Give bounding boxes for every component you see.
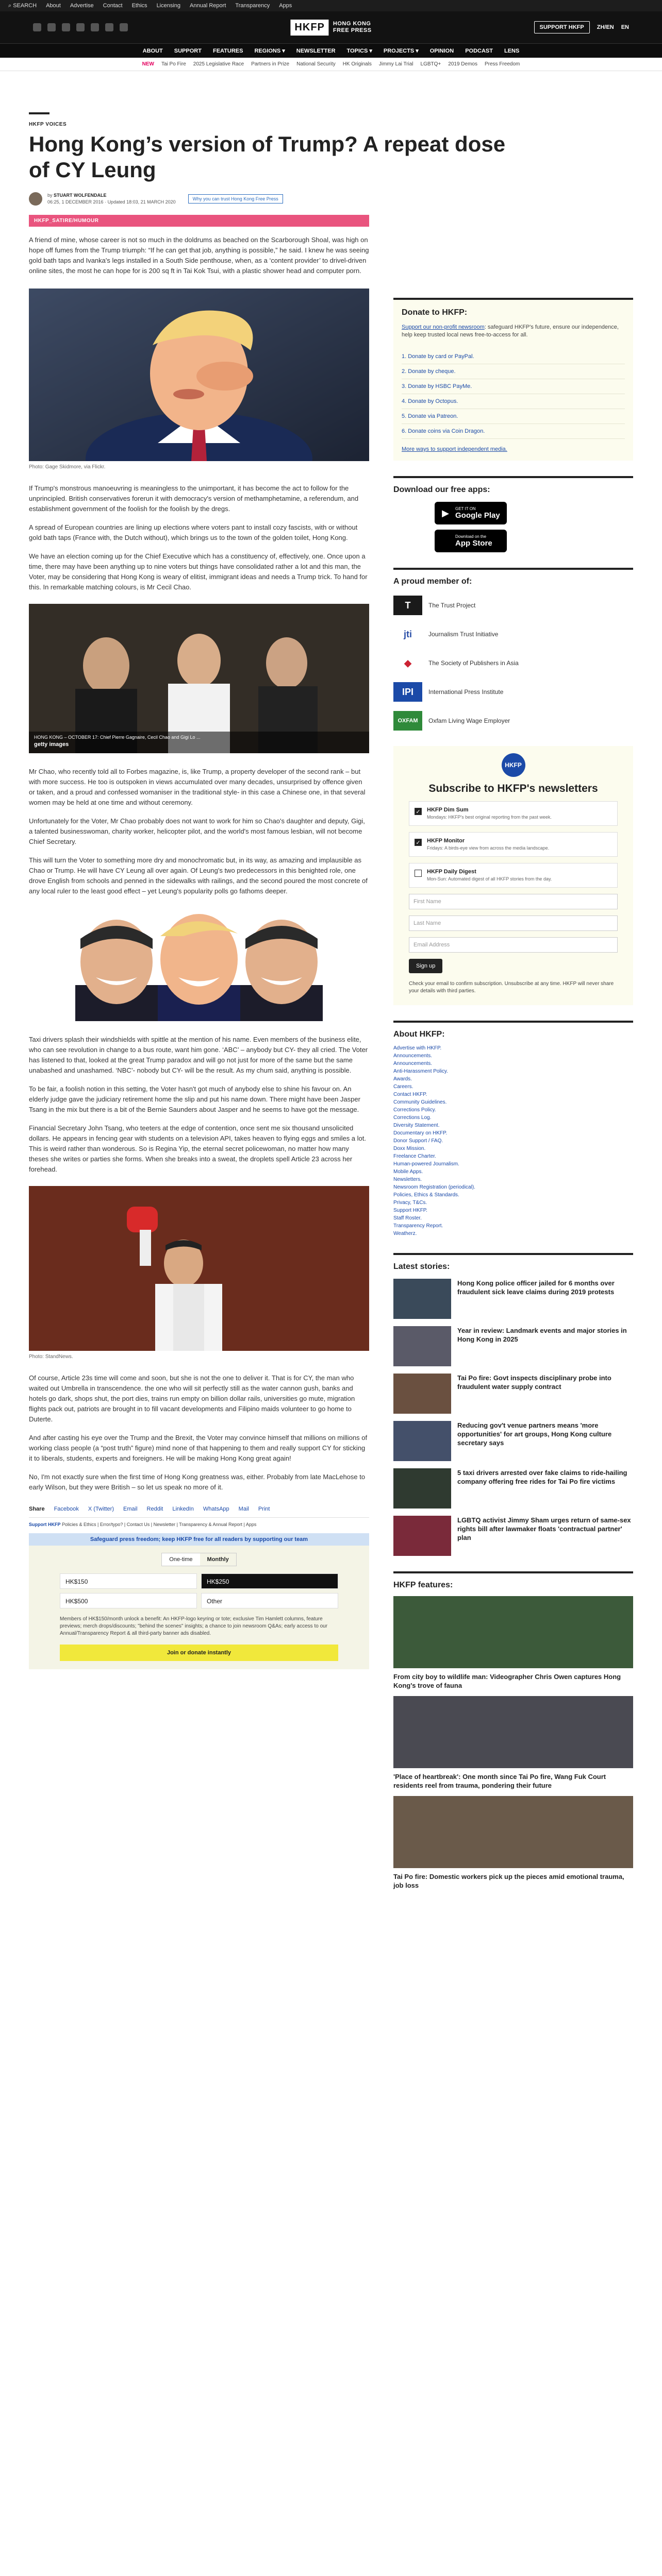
about-link[interactable]: Mobile Apps. [393, 1169, 423, 1175]
story-headline[interactable]: Reducing gov't venue partners means 'more opportunities' for art groups, Hong Kong culture secretary says [457, 1421, 612, 1447]
app-store-button[interactable] [435, 530, 507, 552]
newsletter-option-digest[interactable] [409, 863, 618, 888]
brand-header [0, 11, 662, 43]
article-image-trump-caricature [29, 289, 369, 461]
amount-option-selected[interactable]: HK$250 [201, 1573, 338, 1589]
donate-option-patreon[interactable]: 5. Donate via Patreon. [402, 409, 625, 424]
member-name: The Trust Project [428, 602, 476, 609]
about-link[interactable]: Human-powered Journalism. [393, 1161, 459, 1167]
kicker-rule [29, 112, 49, 114]
last-name-field[interactable]: Last Name [409, 916, 618, 931]
utility-links [45, 3, 293, 9]
member-sopa[interactable] [393, 653, 633, 673]
donation-box [29, 1533, 369, 1669]
amount-option[interactable]: HK$150 [60, 1573, 197, 1589]
ticker-new-label: NEW [142, 61, 154, 67]
support-hkfp-button[interactable]: SUPPORT HKFP [534, 21, 590, 33]
story-thumbnail [393, 1279, 451, 1319]
feature-image[interactable] [393, 1596, 633, 1668]
donate-widget [393, 298, 633, 461]
story-headline[interactable]: LGBTQ activist Jimmy Sham urges return of same-sex rights bill after lawmaker floats 'contractual partner' plan [457, 1516, 631, 1541]
member-ipi[interactable] [393, 682, 633, 702]
member-oxfam[interactable] [393, 711, 633, 731]
donate-title: Donate to HKFP: [402, 308, 468, 317]
page-main [0, 112, 662, 1889]
getty-credit: getty images [34, 741, 69, 748]
nav-item-projects[interactable]: PROJECTS ▾ [383, 48, 419, 54]
member-trust-project[interactable] [393, 596, 633, 615]
trust-project-logo: T [393, 596, 422, 615]
about-widget [393, 1021, 633, 1238]
share-label: Share [29, 1506, 45, 1512]
donate-option-payme[interactable]: 3. Donate by HSBC PayMe. [402, 379, 625, 394]
donation-frequency-tabs [161, 1553, 236, 1566]
about-link[interactable]: Advertise with HKFP. [393, 1045, 442, 1051]
latest-title: Latest stories: [393, 1262, 450, 1271]
members-widget [393, 568, 633, 731]
fencing-photo [29, 1186, 369, 1351]
member-name: The Society of Publishers in Asia [428, 659, 519, 667]
utility-link-annual-report[interactable]: Annual Report [190, 3, 226, 9]
threads-icon[interactable] [76, 23, 85, 31]
article-paragraph: Of course, Article 23s time will come and soon, but she is not the one to deliver it. That is for CY, the man who waited out Umbrella in transcendence. the one who will sit perfectly still as the water cannon gush, banks and hotels go dark, shops shut, the port dies, trains run empty on billion dollar rails, universities go mute, migration flights pack out, patriots are brought in to fill vacant developments and Filipino maids volunteer to go home to Duterte. [29, 1374, 355, 1423]
member-name: Oxfam Living Wage Employer [428, 717, 510, 724]
support-hkfp-link[interactable]: Support HKFP [29, 1522, 61, 1527]
member-jti[interactable] [393, 624, 633, 644]
nav-item-features[interactable]: FEATURES [212, 47, 243, 54]
join-donate-button[interactable]: Join or donate instantly [60, 1645, 338, 1661]
topic-ticker [0, 58, 662, 71]
google-play-bottom: Google Play [455, 511, 500, 520]
article-paragraph: And after casting his eye over the Trump and the Brexit, the Voter may convince himself that millions on millions of working class people (a “post truth” figure) mind none of that happening to them and really support CY for sticking it to liberals, students, experts and foreigners. He will be making Hong Kong great again! [29, 1434, 368, 1462]
updated-date: Updated 18:03, 21 MARCH 2020 [107, 199, 176, 205]
about-link[interactable]: Weatherz. [393, 1231, 417, 1236]
article-paragraph: A spread of European countries are lining up elections where voters pant to install cozy fascists, with or without gold bath taps (France with, the Dutch without), which brings us to the town of the golden toilet, Hong Kong. [29, 523, 358, 541]
option-desc: Mon-Sun: Automated digest of all HKFP stories from the day. [427, 876, 552, 882]
story-thumbnail [393, 1468, 451, 1509]
apps-widget [393, 476, 633, 552]
jti-logo: jti [404, 629, 412, 639]
rss-icon[interactable] [120, 23, 128, 31]
option-desc: Fridays: A birds-eye view from across the media landscape. [427, 845, 550, 851]
donate-intro-link[interactable]: Support our non-profit newsroom [402, 324, 485, 330]
tab-one-time[interactable]: One-time [162, 1553, 200, 1566]
feature-headline[interactable]: From city boy to wildlife man: Videographer Chris Owen captures Hong Kong's trove of fauna [393, 1673, 621, 1689]
about-link[interactable]: Announcements. [393, 1061, 433, 1066]
donate-option-cheque[interactable]: 2. Donate by cheque. [402, 364, 625, 379]
logo-mark: HKFP [290, 20, 328, 36]
feature-headline[interactable]: Tai Po fire: Domestic workers pick up the pieces amid emotional trauma, job loss [393, 1873, 624, 1889]
about-link[interactable]: Privacy, T&Cs. [393, 1200, 427, 1206]
signup-button[interactable]: Sign up [409, 959, 442, 973]
latest-story[interactable] [393, 1421, 633, 1461]
article-paragraph: This will turn the Voter to something more dry and monochromatic but, in its way, as amazing and implausible as Chao or Trump. He will have CY Leung all over again. Of Leung's two predecessors in this benighted role, one drove English from schools and penned in the sidewalks with railings, and the second poured the most concrete of any local ruler to the least good effect – yet Leung's popularity polls go fathoms deeper. [29, 856, 368, 895]
about-link[interactable]: Newsletters. [393, 1177, 422, 1182]
story-thumbnail [393, 1421, 451, 1461]
about-link[interactable]: Corrections Log. [393, 1115, 432, 1121]
share-print-link[interactable]: Print [258, 1506, 270, 1512]
utility-link-apps[interactable]: Apps [279, 3, 292, 9]
main-nav [0, 43, 662, 58]
ticker-item[interactable]: 2019 Demos [448, 61, 477, 67]
feature-image[interactable] [393, 1796, 633, 1868]
about-link[interactable]: Corrections Policy. [393, 1107, 436, 1113]
publish-date: 06:25, 1 DECEMBER 2016 [47, 199, 104, 205]
member-name: International Press Institute [428, 688, 504, 696]
article-paragraph: Financial Secretary John Tsang, who teeters at the edge of contention, once sent me six thousand unsolicited dollars. He appears in fencing gear with students on a television API, takes heaven to flying eggs and smiles a lot. This is weird rather than wonderous. So is Regina Yip, the eternal secret policewoman, no matter how many theses she writes or parties she forms. When she breaks into a sweat, the droplets spell Article 23 across her forehead. [29, 1124, 366, 1173]
facebook-icon[interactable] [33, 23, 41, 31]
logo-line-1: HONG KONG [333, 21, 371, 27]
article-paragraph: To be fair, a foolish notion in this setting, the Voter hasn't got much of anybody else to shine his favour on. An elderly judge gave the judiciary retirement home the slip and put his name down. There might have been Jasper Tsang in the mix but there is a bit of the Bernie Saunders about Jasper and he seems to have got the message. [29, 1085, 360, 1113]
about-link[interactable]: Freelance Charter. [393, 1154, 436, 1159]
youtube-icon[interactable] [91, 23, 99, 31]
app-store-top: Download on the [455, 534, 487, 539]
x-icon[interactable] [47, 23, 56, 31]
hkfp-badge-icon: HKFP [502, 753, 525, 777]
about-link[interactable]: Doxx Mission. [393, 1146, 426, 1151]
trump-caricature-image [29, 289, 369, 461]
article-image-fencing [29, 1186, 369, 1351]
checkbox-checked-icon[interactable]: ✓ [415, 808, 422, 815]
nav-item-newsletter[interactable]: NEWSLETTER [296, 47, 336, 54]
author-name[interactable]: STUART WOLFENDALE [54, 193, 107, 198]
about-link[interactable]: Community Guidelines. [393, 1099, 447, 1105]
donation-amounts [60, 1573, 338, 1608]
checkbox-checked-icon[interactable]: ✓ [415, 839, 422, 846]
utility-link-licensing[interactable]: Licensing [156, 3, 181, 9]
story-headline[interactable]: Year in review: Landmark events and major stories in Hong Kong in 2025 [457, 1327, 627, 1343]
article-image-three-faces [29, 908, 369, 1021]
ticker-item[interactable]: LGBTQ+ [420, 61, 441, 67]
three-faces-image [29, 908, 369, 1021]
newsletter-option-monitor[interactable] [409, 832, 618, 857]
donate-option-octopus[interactable]: 4. Donate by Octopus. [402, 394, 625, 409]
option-name: HKFP Daily Digest [427, 869, 476, 875]
ticker-item[interactable]: HK Originals [342, 61, 372, 67]
feature-image[interactable] [393, 1696, 633, 1768]
about-link[interactable]: Diversity Statement. [393, 1123, 440, 1128]
search-label: SEARCH [13, 2, 37, 9]
about-link[interactable]: Transparency Report. [393, 1223, 443, 1229]
nav-item-topics[interactable]: TOPICS ▾ [346, 48, 372, 54]
share-mail-link[interactable]: Mail [238, 1506, 249, 1512]
story-thumbnail [393, 1326, 451, 1366]
header-actions [534, 21, 629, 33]
utility-bar [0, 0, 662, 11]
donate-more-link[interactable]: More ways to support independent media. [402, 446, 507, 452]
ticker-item[interactable]: 2025 Legislative Race [193, 61, 244, 67]
google-play-top: GET IT ON [455, 506, 476, 511]
ticker-item[interactable]: Tai Po Fire [161, 61, 186, 67]
share-x-link[interactable]: X (Twitter) [88, 1506, 114, 1512]
share-bar [29, 1506, 369, 1512]
share-linkedin-link[interactable]: LinkedIn [172, 1506, 194, 1512]
donate-intro-text: : safeguard HKFP's future, ensure our independence, help keep trusted local news free-to-access for all. [402, 324, 619, 338]
language-code[interactable]: EN [621, 24, 629, 30]
utility-link-transparency[interactable]: Transparency [235, 3, 270, 9]
social-icons [33, 23, 534, 31]
sidebar [393, 298, 633, 1890]
article-paragraph: A friend of mine, whose career is not so much in the doldrums as beached on the Scarborough Shoal, was high on hope off fumes from the Trump triumph: “If he can get that job, anything is possible,” he said. I knew he was seeing gold bath taps and Ivanka's legs installed in a South Side penthouse, when, as a ‘content provider’ to drivel-driven online sites, the most he can hope for is 200 sq ft in Tai Kok Tsui, with a plastic shower head and computer porn. [29, 236, 369, 275]
apps-title: Download our free apps: [393, 485, 490, 494]
about-link[interactable]: Policies, Ethics & Standards. [393, 1192, 459, 1198]
story-headline[interactable]: Hong Kong police officer jailed for 6 months over fraudulent sick leave claims during 2019 protests [457, 1279, 615, 1296]
checkbox-unchecked-icon[interactable] [415, 870, 422, 877]
members-title: A proud member of: [393, 577, 472, 586]
article-kicker[interactable]: HKFP VOICES [29, 122, 67, 127]
instagram-icon[interactable] [62, 23, 70, 31]
amount-option[interactable]: HK$500 [60, 1593, 197, 1608]
about-link[interactable]: Anti-Harassment Policy. [393, 1069, 448, 1074]
about-links [393, 1044, 633, 1238]
story-thumbnail [393, 1374, 451, 1414]
donate-options [402, 349, 625, 439]
about-link[interactable]: Donor Support / FAQ. [393, 1138, 443, 1144]
donate-option-coins[interactable]: 6. Donate coins via Coin Dragon. [402, 424, 625, 439]
latest-story[interactable] [393, 1516, 633, 1556]
article-paragraph: No, I'm not exactly sure when the first time of Hong Kong greatness was, either. Probably from late MacLehose to early Wilson, but they were British – so let us speak no more of it. [29, 1473, 366, 1491]
article-title: Hong Kong’s version of Trump? A repeat dose of CY Leung [29, 132, 506, 182]
oxfam-logo: OXFAM [393, 711, 422, 731]
option-name: HKFP Monitor [427, 838, 465, 844]
nav-item-lens[interactable]: LENS [504, 47, 520, 54]
member-name: Journalism Trust Initiative [428, 631, 499, 638]
nav-item-support[interactable]: SUPPORT [174, 47, 202, 54]
article-paragraph: We have an election coming up for the Chief Executive which has a constituency of, effectively, one. Once upon a time, there may have been anything up to nine voters but things have consolidated rather a lot and this man, the Voter, may be considering that Hong Kong is weary of elitist, immigrant ideas and needs a Trump trick. To hand for this. In remarkable matching colours, is Mr Cecil Chao. [29, 552, 368, 591]
article-paragraph: If Trump's monstrous manoeuvring is meaningless to the unimportant, it has become the act to follow for the unprincipled. British conservatives forerun it with democracy's version of methamphetamine, a referendum, and establishment government of the foolish for the foolish by the dregs. [29, 484, 359, 513]
about-link[interactable]: Documentary on HKFP. [393, 1130, 448, 1136]
share-email-link[interactable]: Email [123, 1506, 138, 1512]
article-paragraph: Unfortunately for the Voter, Mr Chao probably does not want to work for him so Chao's daughter and deputy, Gigi, a talented businesswoman, charity worker, helicopter pilot, and the world's most famous lesbian, will not become Chief Secretary. [29, 817, 365, 845]
utility-link-ethics[interactable]: Ethics [131, 3, 147, 9]
about-title: About HKFP: [393, 1030, 445, 1039]
app-store-bottom: App Store [455, 539, 492, 548]
amount-option-other[interactable]: Other [201, 1593, 338, 1608]
utility-link-contact[interactable]: Contact [103, 3, 123, 9]
getty-caption: HONG KONG – OCTOBER 17: Chief Pierre Gagnaire, Cecil Chao and Gigi Lo ... [34, 735, 201, 740]
latest-story[interactable] [393, 1374, 633, 1414]
image-caption: Photo: StandNews. [29, 1354, 73, 1360]
about-link[interactable]: Staff Roster. [393, 1215, 422, 1221]
article-paragraph: Taxi drivers splash their windshields with spittle at the mention of his name. Even members of the business elite, who can see revolution in change to a bus route, want him gone. ‘ABC’ – anybody but CY- they all cried. The Voter has listened to that, looked at the great Trump paradox and will go not just for more of the same but the same unabashed and unashamed. ‘NBC’- nobody but CY- will be the result. As my chum said, anything is possible. [29, 1036, 368, 1074]
about-link[interactable]: Awards. [393, 1076, 412, 1082]
article-paragraph: Mr Chao, who recently told all to Forbes magazine, is, like Trump, a property developer of the second rank – but with more success. He too is outspoken in views accumulated over many decades, unsurprised by offence given or taken, and a proud and confessed womaniser in the traditional style- in this case a Chinese one, in that several women may be held at one time and without ceremony. [29, 768, 366, 806]
utility-link-advertise[interactable]: Advertise [70, 3, 94, 9]
newsletter-fine-print: Check your email to confirm subscription. Unsubscribe at any time. HKFP will never share your details with third parties. [409, 981, 614, 994]
telegram-icon[interactable] [105, 23, 113, 31]
story-headline[interactable]: 5 taxi drivers arrested over fake claims to ride-hailing company offering free rides for Tai Po fire victims [457, 1469, 627, 1485]
newsletter-title: Subscribe to HKFP's newsletters [428, 783, 598, 794]
article-image-cecil-chao [29, 604, 369, 753]
first-name-field[interactable]: First Name [409, 894, 618, 909]
utility-link-about[interactable]: About [46, 3, 61, 9]
sopa-logo: ◆ [404, 657, 411, 668]
tab-monthly[interactable]: Monthly [200, 1553, 236, 1566]
nav-item-opinion[interactable]: OPINION [429, 47, 454, 54]
about-link[interactable]: Support HKFP. [393, 1208, 427, 1213]
byline [29, 192, 369, 206]
option-desc: Mondays: HKFP's best original reporting from the past week. [427, 815, 552, 820]
feature-headline[interactable]: 'Place of heartbreak': One month since Tai Po fire, Wang Fuk Court residents reel from trauma, pondering their future [393, 1773, 606, 1789]
footer-policy-links[interactable]: Policies & Ethics | Error/typo? | Contact Us | Newsletter | Transparency & Annual Report | Apps [62, 1522, 257, 1527]
share-reddit-link[interactable]: Reddit [146, 1506, 163, 1512]
ticker-item[interactable]: Jimmy Lai Trial [378, 61, 413, 67]
ticker-item[interactable]: Press Freedom [484, 61, 520, 67]
support-links [29, 1517, 369, 1527]
latest-story[interactable] [393, 1326, 633, 1366]
about-link[interactable]: Newsroom Registration (periodical). [393, 1184, 475, 1190]
latest-story[interactable] [393, 1468, 633, 1509]
nav-item-podcast[interactable]: PODCAST [465, 47, 493, 54]
google-play-button[interactable] [435, 502, 507, 524]
features-widget [393, 1571, 633, 1890]
nav-item-about[interactable]: ABOUT [142, 47, 163, 54]
about-link[interactable]: Announcements. [393, 1053, 433, 1059]
why-trust-button[interactable]: Why you can trust Hong Kong Free Press [188, 194, 283, 204]
newsletter-widget [393, 746, 633, 1005]
logo-wordmark [333, 21, 372, 34]
getty-caption-overlay [34, 735, 364, 748]
latest-widget [393, 1253, 633, 1556]
donation-title: Safeguard press freedom; keep HKFP free for all readers by supporting our team [29, 1533, 369, 1546]
story-thumbnail [393, 1516, 451, 1556]
membership-benefits-text: Members of HK$150/month unlock a benefit: An HKFP-logo keyring or tote; exclusive Tim Hamlett columns, feature previews; merch drops/discounts; "behind the scenes" insights; a chance to join newsroom Q&As; early access to our Annual/Transparency Report & all third-party banner ads disabled. [60, 1616, 328, 1636]
google-play-icon: ▶ [442, 508, 449, 518]
category-bar[interactable]: HKFP_SATIRE/HUMOUR [29, 215, 369, 227]
email-field[interactable]: Email Address [409, 937, 618, 953]
ticker-item[interactable]: Partners in Prize [251, 61, 290, 67]
search-link[interactable]: ⌕ SEARCH [8, 2, 37, 9]
share-facebook-link[interactable]: Facebook [54, 1506, 79, 1512]
donate-intro [402, 324, 625, 339]
author-avatar[interactable] [29, 192, 42, 206]
apple-icon [440, 535, 451, 547]
language-toggle[interactable]: ZH/EN [597, 24, 614, 30]
ipi-logo: IPI [393, 682, 422, 702]
about-link[interactable]: Careers. [393, 1084, 413, 1090]
about-link[interactable]: Contact HKFP. [393, 1092, 427, 1097]
site-logo[interactable] [290, 20, 371, 36]
story-headline[interactable]: Tai Po fire: Govt inspects disciplinary probe into fraudulent water supply contract [457, 1374, 611, 1391]
byline-meta: by STUART WOLFENDALE 06:25, 1 DECEMBER 2016 · Updated 18:03, 21 MARCH 2020 [47, 193, 176, 205]
option-name: HKFP Dim Sum [427, 807, 469, 813]
image-caption: Photo: Gage Skidmore, via Flickr. [29, 464, 106, 470]
nav-item-regions[interactable]: REGIONS ▾ [254, 48, 285, 54]
latest-story[interactable] [393, 1279, 633, 1319]
logo-line-2: FREE PRESS [333, 27, 372, 33]
app-buttons [393, 502, 633, 552]
ticker-item[interactable]: National Security [296, 61, 336, 67]
share-whatsapp-link[interactable]: WhatsApp [203, 1506, 229, 1512]
newsletter-option-dimsum[interactable] [409, 801, 618, 826]
donate-option-card[interactable]: 1. Donate by card or PayPal. [402, 349, 625, 364]
cecil-chao-photo [29, 604, 369, 753]
features-title: HKFP features: [393, 1581, 453, 1589]
